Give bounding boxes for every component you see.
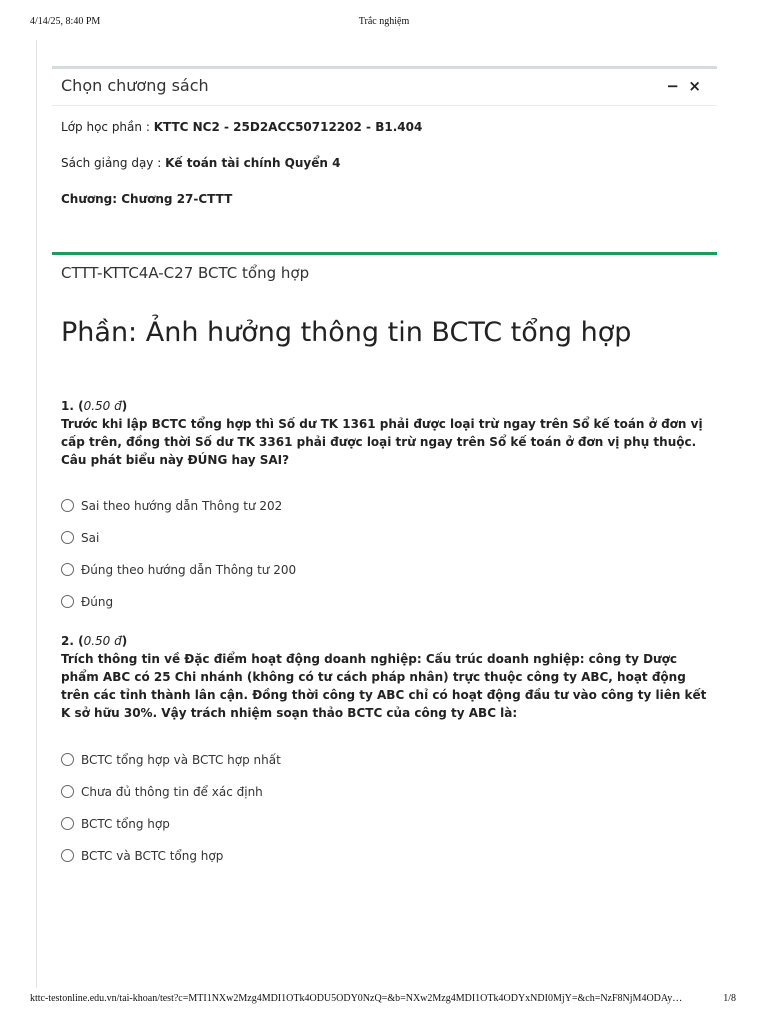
minimize-icon[interactable]: −: [666, 77, 679, 95]
question-points: 0.50 đ: [83, 399, 122, 413]
section-heading: Phần: Ảnh hưởng thông tin BCTC tổng hợp: [61, 317, 632, 348]
quiz-title: CTTT-KTTC4A-C27 BCTC tổng hợp: [61, 264, 310, 282]
quiz-panel: [52, 252, 717, 875]
question-number: 1. (0.50 đ): [61, 399, 128, 413]
answer-option[interactable]: BCTC tổng hợp: [61, 817, 170, 837]
chapter-select-panel: [52, 66, 717, 229]
radio-button[interactable]: [61, 499, 74, 512]
page-url: kttc-testonline.edu.vn/tai-khoan/test?c=MTI1NXw2Mzg4MDI1OTk4ODU5ODY0NzQ=&b=NXw2Mzg4MDI1OTk4ODYxNDI0MjY=&ch=NzF8NjM4ODAy…: [30, 993, 683, 1004]
radio-button[interactable]: [61, 753, 74, 766]
book-value: Kế toán tài chính Quyển 4: [165, 156, 341, 170]
question-number: 2. (0.50 đ): [61, 634, 128, 648]
class-label: Lớp học phần :: [61, 120, 150, 134]
left-border: [36, 40, 37, 988]
question-text: Trước khi lập BCTC tổng hợp thì Số dư TK 1361 phải được loại trừ ngay trên Sổ kế toán ở đơn vị cấp trên, đồng thời Số dư TK 3361 phải được loại trừ ngay trên Sổ kế toán ở đơn vị phụ thuộc. Câu phát biểu này ĐÚNG hay SAI?: [61, 417, 703, 467]
answer-option[interactable]: Sai theo hướng dẫn Thông tư 202: [61, 499, 282, 519]
answer-option[interactable]: Sai: [61, 531, 99, 551]
question-text: Trích thông tin về Đặc điểm hoạt động doanh nghiệp: Cấu trúc doanh nghiệp: công ty Dược phẩm ABC có 25 Chi nhánh (không có tư cách pháp nhân) trực thuộc công ty ABC, hoạt động trên các tỉnh thành lân cận. Đồng thời công ty ABC chỉ có hoạt động đầu tư vào công ty liên kết K sở hữu 30%. Vậy trách nhiệm soạn thảo BCTC của công ty ABC là:: [61, 652, 707, 720]
print-page-title: Trắc nghiệm: [358, 16, 410, 27]
close-icon[interactable]: ×: [688, 77, 701, 95]
radio-button[interactable]: [61, 563, 74, 576]
page-number: 1/8: [723, 993, 736, 1004]
answer-option[interactable]: Chưa đủ thông tin để xác định: [61, 785, 263, 805]
radio-button[interactable]: [61, 849, 74, 862]
print-header: [0, 16, 768, 32]
question-1: [61, 397, 711, 469]
chapter-panel-title: Chọn chương sách: [61, 76, 209, 95]
question-2: [61, 632, 711, 722]
print-footer: [0, 993, 768, 1009]
radio-button[interactable]: [61, 785, 74, 798]
class-value: KTTC NC2 - 25D2ACC50712202 - B1.404: [153, 120, 423, 134]
answer-option[interactable]: Đúng: [61, 595, 113, 615]
question-points: 0.50 đ: [83, 634, 122, 648]
answer-option[interactable]: BCTC và BCTC tổng hợp: [61, 849, 223, 869]
answer-option[interactable]: Đúng theo hướng dẫn Thông tư 200: [61, 563, 296, 583]
chapter-info: Chương: Chương 27-CTTT: [61, 192, 233, 206]
radio-button[interactable]: [61, 817, 74, 830]
print-datetime: 4/14/25, 8:40 PM: [30, 16, 101, 27]
book-label: Sách giảng dạy :: [61, 156, 162, 170]
class-info: [61, 120, 422, 134]
chapter-panel-header: [52, 69, 717, 106]
radio-button[interactable]: [61, 595, 74, 608]
radio-button[interactable]: [61, 531, 74, 544]
answer-option[interactable]: BCTC tổng hợp và BCTC hợp nhất: [61, 753, 281, 773]
book-info: [61, 156, 340, 170]
